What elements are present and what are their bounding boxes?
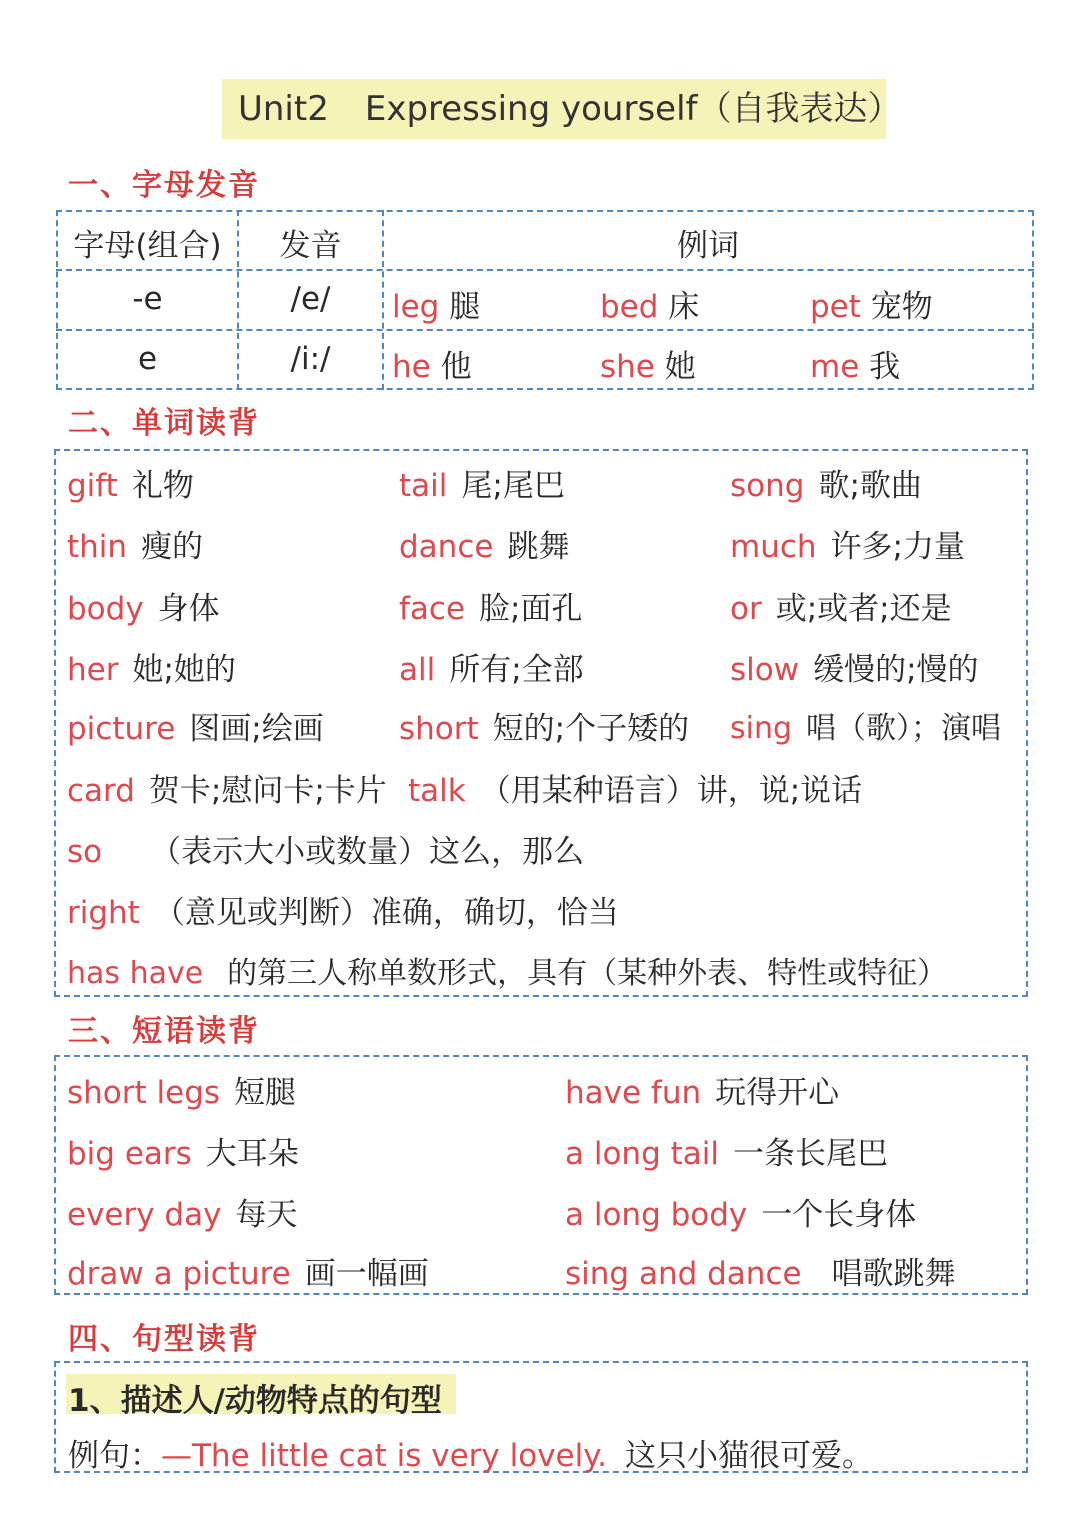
page-title [222,79,902,139]
vocab-item: dance 跳舞 [399,529,570,565]
example-sentence: 例句：—The little cat is very lovely. 这只小猫很可爱。 [68,1438,874,1474]
unit-title: Expressing yourself（自我表达） [364,89,902,129]
table-divider [56,329,1034,331]
vocab-item: all 所有;全部 [399,652,584,688]
header-examples: 例词 [677,228,739,264]
sentence-pattern-heading: 1、描述人/动物特点的句型 [68,1383,442,1419]
vocab-item: song 歌;歌曲 [730,468,922,504]
table-divider [56,269,1034,271]
vocab-item: short 短的;个子矮的 [399,711,690,747]
example-word: she 她 [600,349,696,385]
vocab-item: face 脸;面孔 [399,591,583,627]
example-word: pet 宠物 [810,289,933,325]
phrase-item: sing and dance 唱歌跳舞 [565,1256,956,1292]
section-heading-vocab: 二、单词读背 [68,406,260,441]
vocab-item: thin 瘦的 [67,529,204,565]
phrase-item: draw a picture 画一幅画 [67,1256,429,1292]
vocab-item: card 贺卡;慰问卡;卡片 [67,773,387,809]
vocab-item: tail 尾;尾巴 [399,468,565,504]
unit-label: Unit2 [238,89,329,129]
section-heading-sentences: 四、句型读背 [68,1322,260,1357]
vocab-item: slow 缓慢的;慢的 [730,652,979,688]
vocab-item: or 或;或者;还是 [730,591,952,627]
phrase-item: a long tail 一条长尾巴 [565,1136,888,1172]
vocab-item: her 她;她的 [67,652,236,688]
row-letters: e [137,341,158,377]
vocab-item: so （表示大小或数量）这么，那么 [67,834,585,870]
section-heading-phonics: 一、字母发音 [68,168,260,203]
phrase-item: every day 每天 [67,1197,298,1233]
vocab-item: sing 唱（歌）；演唱 [730,711,1002,746]
vocab-item: talk （用某种语言）讲，说;说话 [408,773,863,809]
vocab-item: gift 礼物 [67,468,194,504]
vocab-item: much 许多;力量 [730,529,965,565]
vocab-item: right （意见或判断）准确，确切，恰当 [67,895,619,931]
vocab-item: body 身体 [67,591,220,627]
vocab-item: picture 图画;绘画 [67,711,324,747]
row-sound: /e/ [290,281,331,317]
phrase-item: a long body 一个长身体 [565,1197,917,1233]
phrase-item: big ears 大耳朵 [67,1136,299,1172]
phrase-item: have fun 玩得开心 [565,1075,840,1111]
example-word: me 我 [810,349,901,385]
example-word: leg 腿 [392,289,481,325]
example-word: he 他 [392,349,472,385]
example-word: bed 床 [600,289,700,325]
phrase-item: short legs 短腿 [67,1075,297,1111]
row-letters: -e [132,281,163,317]
header-letters: 字母(组合) [73,228,222,264]
vocab-item: has have 的第三人称单数形式，具有（某种外表、特性或特征） [67,956,948,991]
header-sound: 发音 [279,228,342,264]
section-heading-phrases: 三、短语读背 [68,1014,260,1049]
row-sound: /i:/ [290,341,331,377]
